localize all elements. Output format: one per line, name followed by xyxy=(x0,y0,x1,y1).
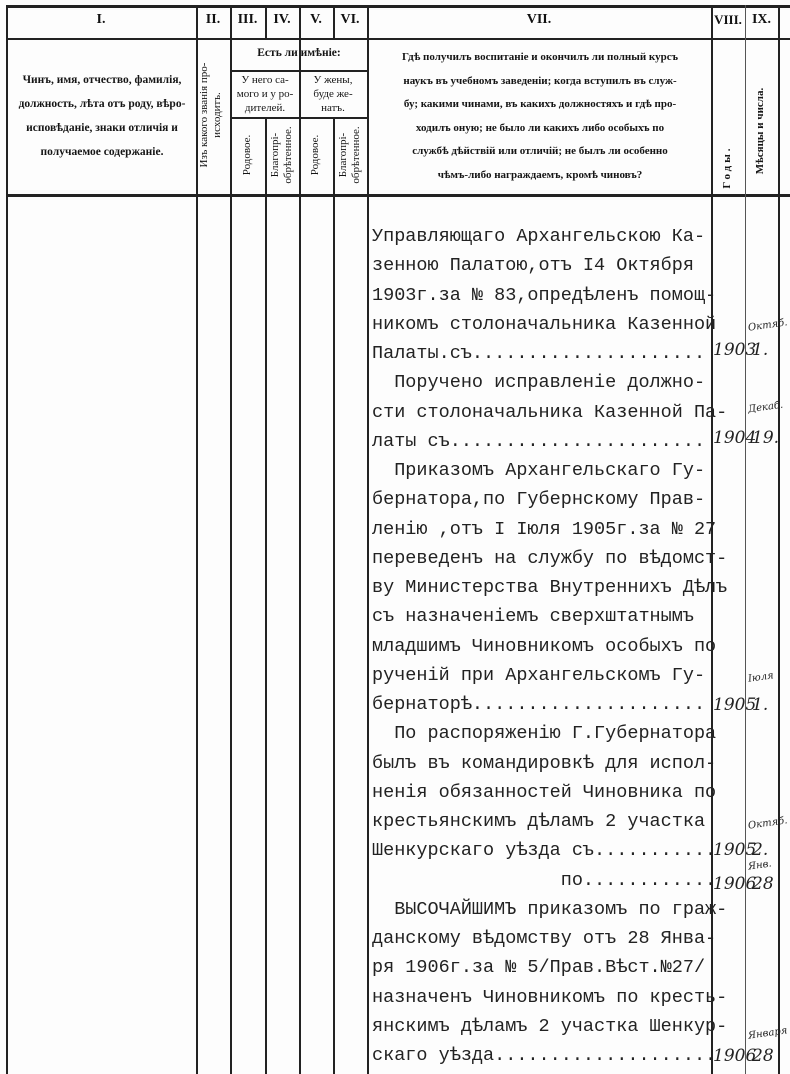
header-line: наукъ въ учебномъ заведеніи; когда вступилъ въ служ- xyxy=(403,74,677,87)
record-line: съ назначеніемъ сверхштатнымъ xyxy=(372,606,694,628)
col-number-7: VII. xyxy=(526,12,552,27)
col-divider xyxy=(265,117,267,1074)
handwritten-day: 28 xyxy=(752,874,774,894)
header-line: исповѣданіе, знаки отличія и xyxy=(26,122,178,134)
col-number-9: IX. xyxy=(751,12,772,27)
header-line: мого и у ро- xyxy=(236,88,294,100)
col7-header xyxy=(372,46,708,187)
header-line: буде же- xyxy=(313,88,353,100)
header-line: Изъ какого званія про- xyxy=(198,62,210,168)
col-number-6: VI. xyxy=(340,12,360,27)
col-divider xyxy=(333,117,335,1074)
handwritten-year: 1904 xyxy=(713,428,757,448)
header-line: дителей. xyxy=(244,102,286,114)
header-line: бу; какими чинами, въ какихъ должностяхъ и гдѣ про- xyxy=(403,98,677,110)
header-line: исходитъ. xyxy=(211,92,223,138)
record-line: ненія обязанностей Чиновника по xyxy=(372,781,717,803)
record-line: рученій при Архангельскомъ Гу- xyxy=(372,664,706,686)
record-line: крестьянскимъ дѣламъ 2 участка xyxy=(372,811,706,832)
record-line: по............ xyxy=(372,869,717,891)
col2-header xyxy=(198,35,228,195)
handwritten-day: 1. xyxy=(752,340,769,360)
col8-header: Годы. xyxy=(721,145,733,189)
handwritten-month: Іюля xyxy=(747,670,775,685)
header-line: службѣ дѣйствій или отличій; не былъ ли особенно xyxy=(412,145,668,157)
col-divider xyxy=(778,5,780,1074)
header-line: Благопрі- xyxy=(337,132,349,178)
handwritten-month: Января xyxy=(747,1025,789,1042)
record-line: Поручено исправленіе должно- xyxy=(372,372,706,394)
col-number-4: IV. xyxy=(273,12,291,27)
col-number-8: VIII. xyxy=(714,12,742,27)
own-estate-header xyxy=(231,73,299,115)
header-line: обрѣтенное. xyxy=(282,126,294,184)
col-divider xyxy=(367,5,369,1074)
record-line: 1903г.за № 83,опредѣленъ помощ- xyxy=(372,284,717,306)
left-border xyxy=(6,5,8,1074)
record-line: бернатора,по Губернскому Прав- xyxy=(372,489,706,511)
header-line: У него са- xyxy=(241,74,289,86)
record-line: скаго уѣзда.................... xyxy=(372,1045,717,1066)
header-line: должность, лѣта отъ роду, вѣро- xyxy=(18,98,186,110)
handwritten-day: 2. xyxy=(752,840,769,860)
record-line: никомъ столоначальника Казенной xyxy=(372,313,717,335)
record-line: Приказомъ Архангельскаго Гу- xyxy=(372,460,706,481)
blagopri-own xyxy=(269,115,295,195)
col-divider xyxy=(299,5,301,1074)
handwritten-day: 28 xyxy=(752,1046,774,1066)
record-line: ря 1906г.за № 5/Прав.Вѣст.№27/ xyxy=(372,957,706,979)
col-number-3: III. xyxy=(237,12,258,27)
header-number-row-divider xyxy=(6,38,790,40)
record-line: Управляющаго Архангельскою Ка- xyxy=(372,226,706,247)
record-line: ву Министерства Внутреннихъ Дѣлъ xyxy=(372,577,728,598)
record-line: латы съ....................... xyxy=(372,430,706,452)
handwritten-year: 1906 xyxy=(713,1046,757,1066)
header-line: Чинъ, имя, отчество, фамилія, xyxy=(22,74,182,86)
record-line: бернаторѣ..................... xyxy=(372,694,706,715)
handwritten-year: 1905 xyxy=(713,695,757,715)
top-border xyxy=(6,5,790,8)
header-line: ходилъ оную; не было ли какихъ либо особыхъ по xyxy=(415,121,665,134)
record-line: янскимъ дѣламъ 2 участка Шенкур- xyxy=(372,1015,728,1037)
header-bottom-border xyxy=(6,194,790,197)
header-line: натъ. xyxy=(321,102,345,114)
blagopri-wife xyxy=(337,115,363,195)
header-line: Благопрі- xyxy=(269,132,281,178)
handwritten-month: Янв. xyxy=(747,858,773,873)
col-number-5: V. xyxy=(310,12,322,27)
wife-estate-header xyxy=(299,73,367,115)
handwritten-year: 1905 xyxy=(713,840,757,860)
col-divider xyxy=(230,5,232,1074)
col-number-1: I. xyxy=(96,12,106,27)
record-line: назначенъ Чиновникомъ по кресть- xyxy=(372,986,728,1008)
record-line: Палаты.съ..................... xyxy=(372,343,706,364)
handwritten-month: Октяб. xyxy=(747,815,789,832)
record-line: былъ въ командировкѣ для испол- xyxy=(372,752,717,774)
record-line: По распоряженію Г.Губернатора xyxy=(372,723,717,745)
record-line: Шенкурскаго уѣзда съ........... xyxy=(372,840,717,862)
col-number-2: II. xyxy=(205,12,221,27)
handwritten-month: Октяб. xyxy=(747,317,789,334)
record-line: младшимъ Чиновникомъ особыхъ по xyxy=(372,635,717,657)
header-line: У жены, xyxy=(313,74,353,86)
header-line: чѣмъ-либо награждаемъ, кромѣ чиновъ? xyxy=(437,168,643,181)
header-line: Гдѣ получилъ воспитаніе и окончилъ ли полный курсъ xyxy=(401,51,679,63)
record-line: ленію ,отъ I Іюля 1905г.за № 27 xyxy=(372,518,717,540)
header-line: получаемое содержаніе. xyxy=(40,146,164,158)
rodovoe-wife: Родовое. xyxy=(309,134,321,176)
record-line: ВЫСОЧАЙШИМЪ приказомъ по граж- xyxy=(372,898,728,920)
record-line: сти столоначальника Казенной Па- xyxy=(372,401,728,423)
estate-title: Есть ли имѣніе: xyxy=(257,47,341,59)
header-line: обрѣтенное. xyxy=(350,126,362,184)
handwritten-day: 19. xyxy=(752,428,780,448)
record-line: переведенъ на службу по вѣдомст- xyxy=(372,547,728,569)
handwritten-year: 1906 xyxy=(713,874,757,894)
record-line: данскому вѣдомству отъ 28 Янва- xyxy=(372,928,717,949)
handwritten-year: 1903 xyxy=(713,340,757,360)
col9-header: Мѣсяцы и числа. xyxy=(754,87,766,175)
record-line: зенною Палатою,отъ I4 Октября xyxy=(372,255,694,277)
col1-header xyxy=(8,68,196,164)
handwritten-day: 1. xyxy=(752,695,769,715)
rodovoe-own: Родовое. xyxy=(241,134,253,176)
col-divider xyxy=(745,5,746,1074)
handwritten-month: Декаб. xyxy=(747,399,784,416)
